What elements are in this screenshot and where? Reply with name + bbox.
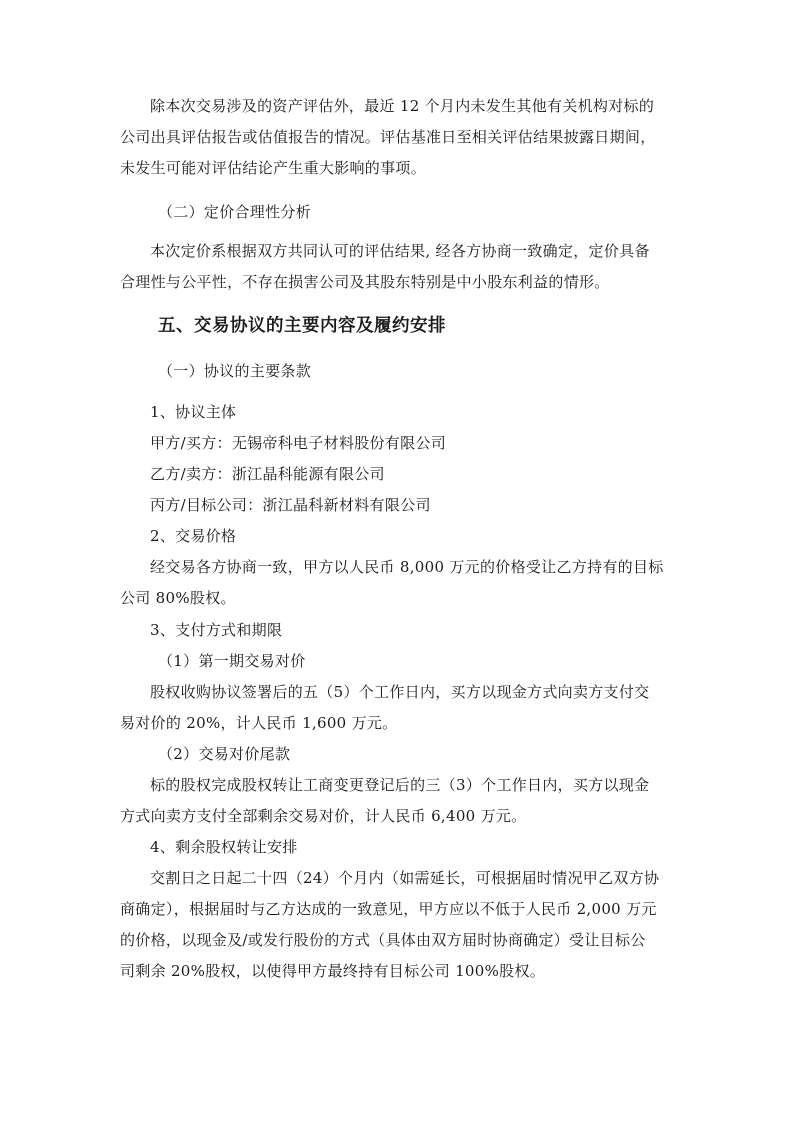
paragraph-line: 公司 80%股权。	[120, 589, 236, 607]
section-subheading-pricing: （二）定价合理性分析	[158, 203, 312, 221]
paragraph-line: 商确定），根据届时与乙方达成的一致意见，甲方应以不低于人民币 2,000 万元	[120, 900, 657, 918]
paragraph-line: 易对价的 20%，计人民币 1,600 万元。	[120, 714, 398, 732]
section-subheading-terms: （一）协议的主要条款	[158, 362, 312, 380]
item-heading-remaining: 4、剩余股权转让安排	[150, 838, 298, 856]
paragraph-line: 本次定价系根据双方共同认可的评估结果, 经各方协商一致确定，定价具备	[150, 242, 650, 260]
paragraph-line: 标的股权完成股权转让工商变更登记后的三（3）个工作日内，买方以现金	[150, 776, 650, 794]
item-heading-payment: 3、支付方式和期限	[150, 621, 283, 639]
paragraph-line: 司剩余 20%股权，以使得甲方最终持有目标公司 100%股权。	[120, 962, 546, 980]
section-heading-5: 五、交易协议的主要内容及履约安排	[158, 316, 446, 336]
paragraph-line: 方式向卖方支付全部剩余交易对价，计人民币 6,400 万元。	[120, 807, 527, 825]
paragraph-line: 经交易各方协商一致，甲方以人民币 8,000 万元的价格受让乙方持有的目标	[150, 558, 664, 576]
party-a: 甲方/买方：无锡帝科电子材料股份有限公司	[150, 434, 447, 452]
paragraph-line: 公司出具评估报告或估值报告的情况。评估基准日至相关评估结果披露日期间，	[120, 128, 656, 146]
paragraph-line: 未发生可能对评估结论产生重大影响的事项。	[120, 159, 427, 177]
payment-final-title: （2）交易对价尾款	[158, 745, 291, 763]
party-b: 乙方/卖方：浙江晶科能源有限公司	[150, 465, 385, 483]
payment-first-title: （1）第一期交易对价	[158, 652, 306, 670]
paragraph-line: 股权收购协议签署后的五（5）个工作日内，买方以现金方式向卖方支付交	[150, 683, 650, 701]
item-heading-parties: 1、协议主体	[150, 403, 237, 421]
paragraph-line: 除本次交易涉及的资产评估外，最近 12 个月内未发生其他有关机构对标的	[150, 97, 655, 115]
party-c: 丙方/目标公司：浙江晶科新材料有限公司	[150, 496, 431, 514]
item-heading-price: 2、交易价格	[150, 527, 237, 545]
paragraph-line: 的价格，以现金及/或发行股份的方式（具体由双方届时协商确定）受让目标公	[120, 931, 646, 949]
paragraph-line: 交割日之日起二十四（24）个月内（如需延长，可根据届时情况甲乙双方协	[150, 869, 660, 887]
paragraph-line: 合理性与公平性，不存在损害公司及其股东特别是中小股东利益的情形。	[120, 273, 610, 291]
